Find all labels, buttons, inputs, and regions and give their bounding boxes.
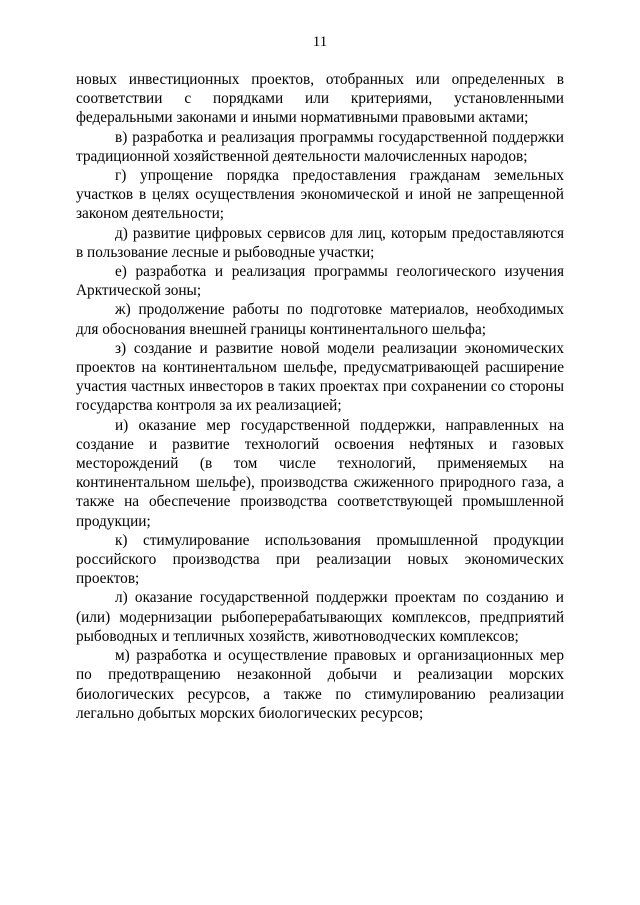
page-number: 11 bbox=[312, 34, 328, 50]
list-item-d: д) развитие цифровых сервисов для лиц, которым предоставляются в пользование лесные и рыбоводные участки; bbox=[76, 224, 564, 261]
list-item-i: и) оказание мер государственной поддержки, направленных на создание и развитие технологий освоения нефтяных и газовых месторождений (в том числе технологий, применяемых на континентальном шельфе), производства сжиженного природного газа, а также на обеспечение производства соответствующей промышленной продукции; bbox=[76, 416, 564, 530]
list-item-z: з) создание и развитие новой модели реализации экономических проектов на континентальном шельфе, предусматривающей расширение участия частных инвесторов в таких проектах при сохранении со стороны государства контроля за их реализацией; bbox=[76, 339, 564, 415]
paragraph-continuation: новых инвестиционных проектов, отобранных или определенных в соответствии с порядками или критериями, установленными федеральными законами и иными нормативными правовыми актами; bbox=[76, 71, 564, 127]
list-item-zh: ж) продолжение работы по подготовке материалов, необходимых для обоснования внешней границы континентального шельфа; bbox=[76, 301, 564, 338]
list-item-m: м) разработка и осуществление правовых и организационных мер по предотвращению незаконной добычи и реализации морских биологических ресурсов, а также по стимулированию реализации легально добытых морских биологических ресурсов; bbox=[76, 647, 564, 722]
list-item-l: л) оказание государственной поддержки проектам по созданию и (или) модернизации рыбоперерабатывающих комплексов, предприятий рыбоводных и тепличных хозяйств, животноводческих комплексов; bbox=[76, 589, 564, 645]
list-item-e: е) разработка и реализация программы геологического изучения Арктической зоны; bbox=[76, 263, 564, 300]
list-item-g: г) упрощение порядка предоставления гражданам земельных участков в целях осуществления экономической и иной не запрещенной законом деятельности; bbox=[76, 167, 564, 223]
list-item-v: в) разработка и реализация программы государственной поддержки традиционной хозяйственной деятельности малочисленных народов; bbox=[76, 128, 564, 165]
list-item-k: к) стимулирование использования промышленной продукции российского производства при реализации новых экономических проектов; bbox=[76, 531, 564, 588]
document-body bbox=[76, 70, 564, 723]
